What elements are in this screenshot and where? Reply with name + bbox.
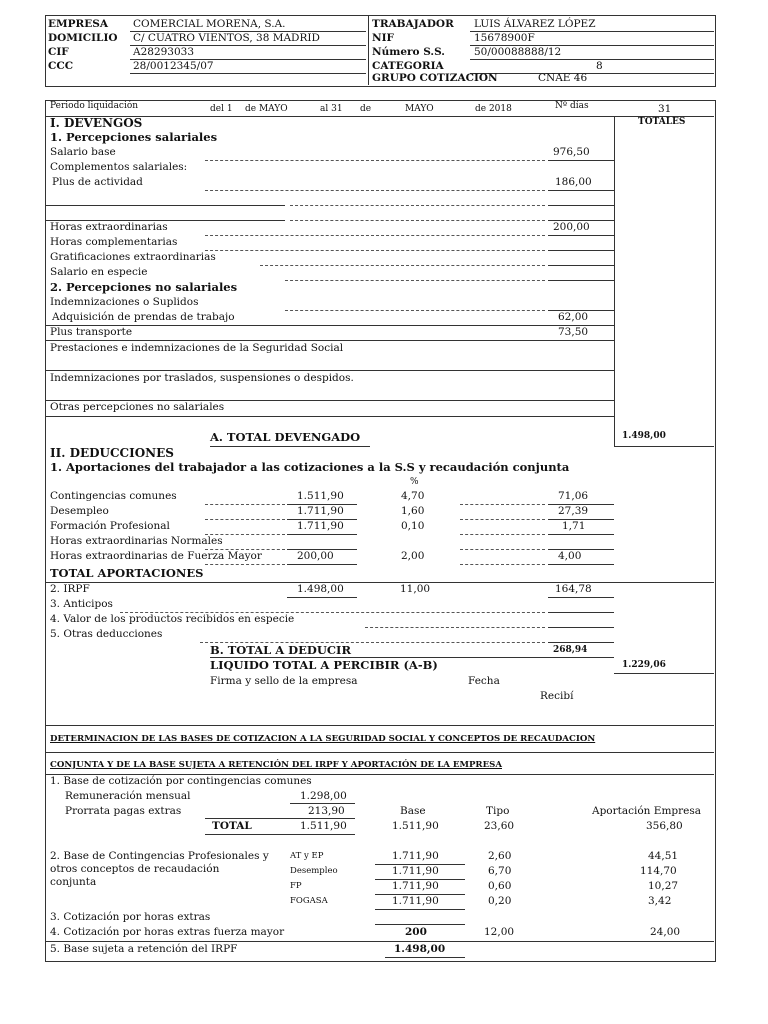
nif-label: NIF <box>372 32 394 44</box>
cif-label: CIF <box>48 46 69 58</box>
deduction-label: Desempleo <box>50 505 109 517</box>
salario-base-value: 976,50 <box>553 146 590 158</box>
deduction-importe: 27,39 <box>558 505 589 517</box>
period-del: del 1 <box>210 104 233 114</box>
plus-actividad-label: Plus de actividad <box>52 176 143 188</box>
plus-transporte-value: 73,50 <box>558 326 589 338</box>
prof-row-label: AT y EP <box>290 851 324 861</box>
totales-header: TOTALES <box>638 117 686 127</box>
period-de2: de <box>360 104 372 114</box>
horas-extra-cot-label: 3. Cotización por horas extras <box>50 911 211 923</box>
deduction-label: Horas extraordinarias Normales <box>50 535 223 547</box>
domicilio-label: DOMICILIO <box>48 32 118 44</box>
base-prof-label-1: 2. Base de Contingencias Profesionales y <box>50 850 269 862</box>
categoria-label: CATEGORIA <box>372 60 444 72</box>
period-year: de 2018 <box>475 104 512 114</box>
prof-row-base: 1.711,90 <box>392 895 439 907</box>
deduction-base: 1.511,90 <box>297 490 344 502</box>
prof-row-base: 1.711,90 <box>392 850 439 862</box>
traslados-label: Indemnizaciones por traslados, suspensiones o despidos. <box>50 372 354 384</box>
prof-row-tipo: 0,20 <box>488 895 512 907</box>
remuneracion-value: 1.298,00 <box>300 790 347 802</box>
prof-row-aport: 44,51 <box>648 850 679 862</box>
bases-title-1: DETERMINACION DE LAS BASES DE COTIZACION A LA SEGURIDAD SOCIAL Y CONCEPTOS DE RECAUDACION <box>50 734 596 744</box>
deduction-tipo: 4,70 <box>401 490 425 502</box>
nif-value: 15678900F <box>474 32 535 44</box>
base-cc-label: 1. Base de cotización por contingencias comunes <box>50 775 312 787</box>
deduction-label: Contingencias comunes <box>50 490 177 502</box>
firma-label: Firma y sello de la empresa <box>210 675 358 687</box>
total-devengado-value: 1.498,00 <box>622 431 666 441</box>
period-de1: de MAYO <box>245 104 288 114</box>
trabajador-label: TRABAJADOR <box>372 18 454 30</box>
empresa-value: COMERCIAL MORENA, S.A. <box>133 18 286 30</box>
horas-extra-fm-label: 4. Cotización por horas extras fuerza mayor <box>50 926 285 938</box>
total-value: 1.511,90 <box>300 820 347 832</box>
salario-especie-label: Salario en especie <box>50 266 148 278</box>
prof-row-base: 1.711,90 <box>392 865 439 877</box>
grupo-value: CNAE 46 <box>538 72 588 84</box>
horas-extra-fm-tipo: 12,00 <box>484 926 515 938</box>
cc-aportacion: 356,80 <box>646 820 683 832</box>
base-header: Base <box>400 805 426 817</box>
prorrata-label: Prorrata pagas extras <box>65 805 182 817</box>
deduction-base: 200,00 <box>297 550 334 562</box>
prof-row-label: Desempleo <box>290 866 338 876</box>
categoria-value: 8 <box>596 60 603 72</box>
base-prof-label-3: conjunta <box>50 876 97 888</box>
total-label: TOTAL <box>212 820 252 832</box>
horas-extra-fm-base: 200 <box>405 926 427 938</box>
deducciones-title: II. DEDUCCIONES <box>50 446 174 460</box>
base-prof-label-2: otros conceptos de recaudación <box>50 863 220 875</box>
ccc-value: 28/0012345/07 <box>133 60 214 72</box>
prof-row-aport: 3,42 <box>648 895 672 907</box>
ccc-label: CCC <box>48 60 74 72</box>
percepciones-no-salariales-title: 2. Percepciones no salariales <box>50 280 238 294</box>
base-irpf-value: 1.498,00 <box>394 943 446 955</box>
prendas-label: Adquisición de prendas de trabajo <box>52 311 235 323</box>
cc-base: 1.511,90 <box>392 820 439 832</box>
prendas-value: 62,00 <box>558 311 589 323</box>
period-days-label: Nº días <box>555 101 589 111</box>
nss-value: 50/00088888/12 <box>474 46 562 58</box>
complementos-label: Complementos salariales: <box>50 161 188 173</box>
gratificaciones-label: Gratificaciones extraordinarias <box>50 251 216 263</box>
irpf-value: 164,78 <box>555 583 592 595</box>
cif-value: A28293033 <box>133 46 195 58</box>
tipo-header: Tipo <box>486 805 510 817</box>
nss-label: Número S.S. <box>372 46 445 58</box>
pct-header: % <box>410 477 419 487</box>
empresa-label: EMPRESA <box>48 18 108 30</box>
prorrata-value: 213,90 <box>308 805 345 817</box>
prof-row-aport: 10,27 <box>648 880 679 892</box>
salario-base-label: Salario base <box>50 146 116 158</box>
period-month: MAYO <box>405 104 434 114</box>
deduction-importe: 4,00 <box>558 550 582 562</box>
prof-row-tipo: 2,60 <box>488 850 512 862</box>
deduction-importe: 71,06 <box>558 490 589 502</box>
deduction-base: 1.711,90 <box>297 505 344 517</box>
base-irpf-label: 5. Base sujeta a retención del IRPF <box>50 943 238 955</box>
period-al: al 31 <box>320 104 343 114</box>
devengos-title: I. DEVENGOS <box>50 116 143 130</box>
indemnizaciones-label: Indemnizaciones o Suplidos <box>50 296 199 308</box>
irpf-tipo: 11,00 <box>400 583 431 595</box>
total-aportaciones-label: TOTAL APORTACIONES <box>50 566 204 580</box>
liquido-label: LIQUIDO TOTAL A PERCIBIR (A-B) <box>210 658 438 672</box>
deduction-tipo: 2,00 <box>401 550 425 562</box>
cc-tipo: 23,60 <box>484 820 515 832</box>
deduction-label: Horas extraordinarias de Fuerza Mayor <box>50 550 262 562</box>
prof-row-base: 1.711,90 <box>392 880 439 892</box>
deduction-base: 1.711,90 <box>297 520 344 532</box>
prof-row-tipo: 6,70 <box>488 865 512 877</box>
total-deducir-label: B. TOTAL A DEDUCIR <box>210 643 351 657</box>
deduction-tipo: 0,10 <box>401 520 425 532</box>
prestaciones-label: Prestaciones e indemnizaciones de la Seguridad Social <box>50 342 344 354</box>
productos-especie-label: 4. Valor de los productos recibidos en especie <box>50 613 295 625</box>
horas-extra-value: 200,00 <box>553 221 590 233</box>
horas-complementarias-label: Horas complementarias <box>50 236 178 248</box>
deduction-label: Formación Profesional <box>50 520 170 532</box>
domicilio-value: C/ CUATRO VIENTOS, 38 MADRID <box>133 32 320 44</box>
total-deducir-value: 268,94 <box>553 645 588 655</box>
period-label: Periodo liquidación <box>50 101 139 111</box>
irpf-label: 2. IRPF <box>50 583 90 595</box>
plus-actividad-value: 186,00 <box>555 176 592 188</box>
prof-row-label: FP <box>290 881 302 891</box>
period-days-value: 31 <box>658 103 672 115</box>
remuneracion-label: Remuneración mensual <box>65 790 191 802</box>
deduction-tipo: 1,60 <box>401 505 425 517</box>
recibi-label: Recibí <box>540 690 574 702</box>
bases-title-2: CONJUNTA Y DE LA BASE SUJETA A RETENCIÓN DEL IRPF Y APORTACIÓN DE LA EMPRESA <box>50 760 502 770</box>
prof-row-tipo: 0,60 <box>488 880 512 892</box>
irpf-base: 1.498,00 <box>297 583 344 595</box>
deduction-importe: 1,71 <box>562 520 586 532</box>
otras-deducciones-label: 5. Otras deducciones <box>50 628 163 640</box>
trabajador-value: LUIS ÁLVAREZ LÓPEZ <box>474 18 596 30</box>
anticipos-label: 3. Anticipos <box>50 598 113 610</box>
grupo-label: GRUPO COTIZACION <box>372 72 498 84</box>
aportaciones-title: 1. Aportaciones del trabajador a las cotizaciones a la S.S y recaudación conjunta <box>50 460 570 474</box>
otras-percepciones-label: Otras percepciones no salariales <box>50 401 225 413</box>
liquido-value: 1.229,06 <box>622 660 666 670</box>
fecha-label: Fecha <box>468 675 500 687</box>
total-devengado-label: A. TOTAL DEVENGADO <box>210 430 361 444</box>
horas-extra-label: Horas extraordinarias <box>50 221 168 233</box>
prof-row-label: FOGASA <box>290 896 328 906</box>
aportacion-header: Aportación Empresa <box>592 805 702 817</box>
plus-transporte-label: Plus transporte <box>50 326 133 338</box>
percepciones-salariales-title: 1. Percepciones salariales <box>50 130 218 144</box>
prof-row-aport: 114,70 <box>640 865 677 877</box>
horas-extra-fm-aport: 24,00 <box>650 926 681 938</box>
